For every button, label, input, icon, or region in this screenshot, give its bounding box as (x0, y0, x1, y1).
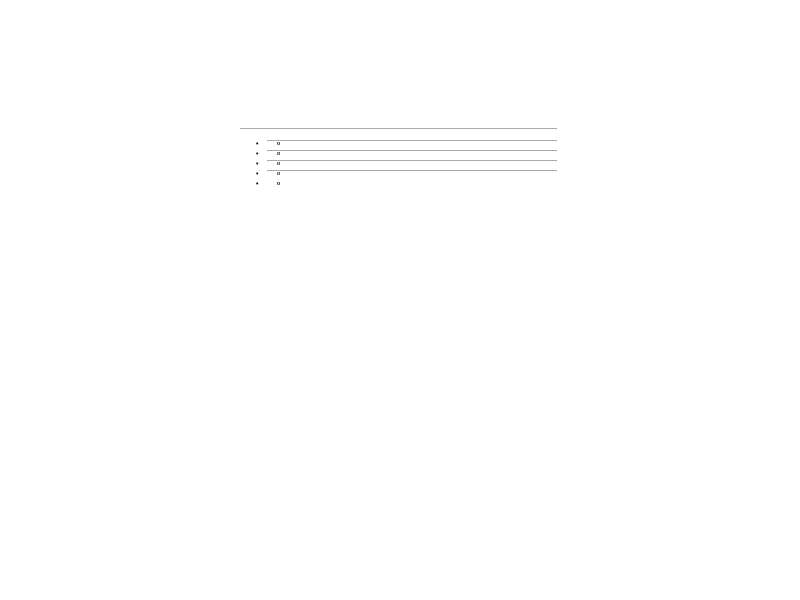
section-divider (267, 160, 557, 161)
section-italian (240, 170, 557, 171)
section-german (240, 160, 557, 161)
section-divider (267, 150, 557, 151)
bottom-warning-row (245, 480, 535, 516)
section-divider (267, 140, 557, 141)
section-english (240, 140, 557, 141)
section-divider (267, 170, 557, 171)
notice-content (240, 136, 557, 180)
header-divider (240, 128, 557, 129)
top-warning-row (245, 86, 535, 122)
section-french (240, 150, 557, 151)
